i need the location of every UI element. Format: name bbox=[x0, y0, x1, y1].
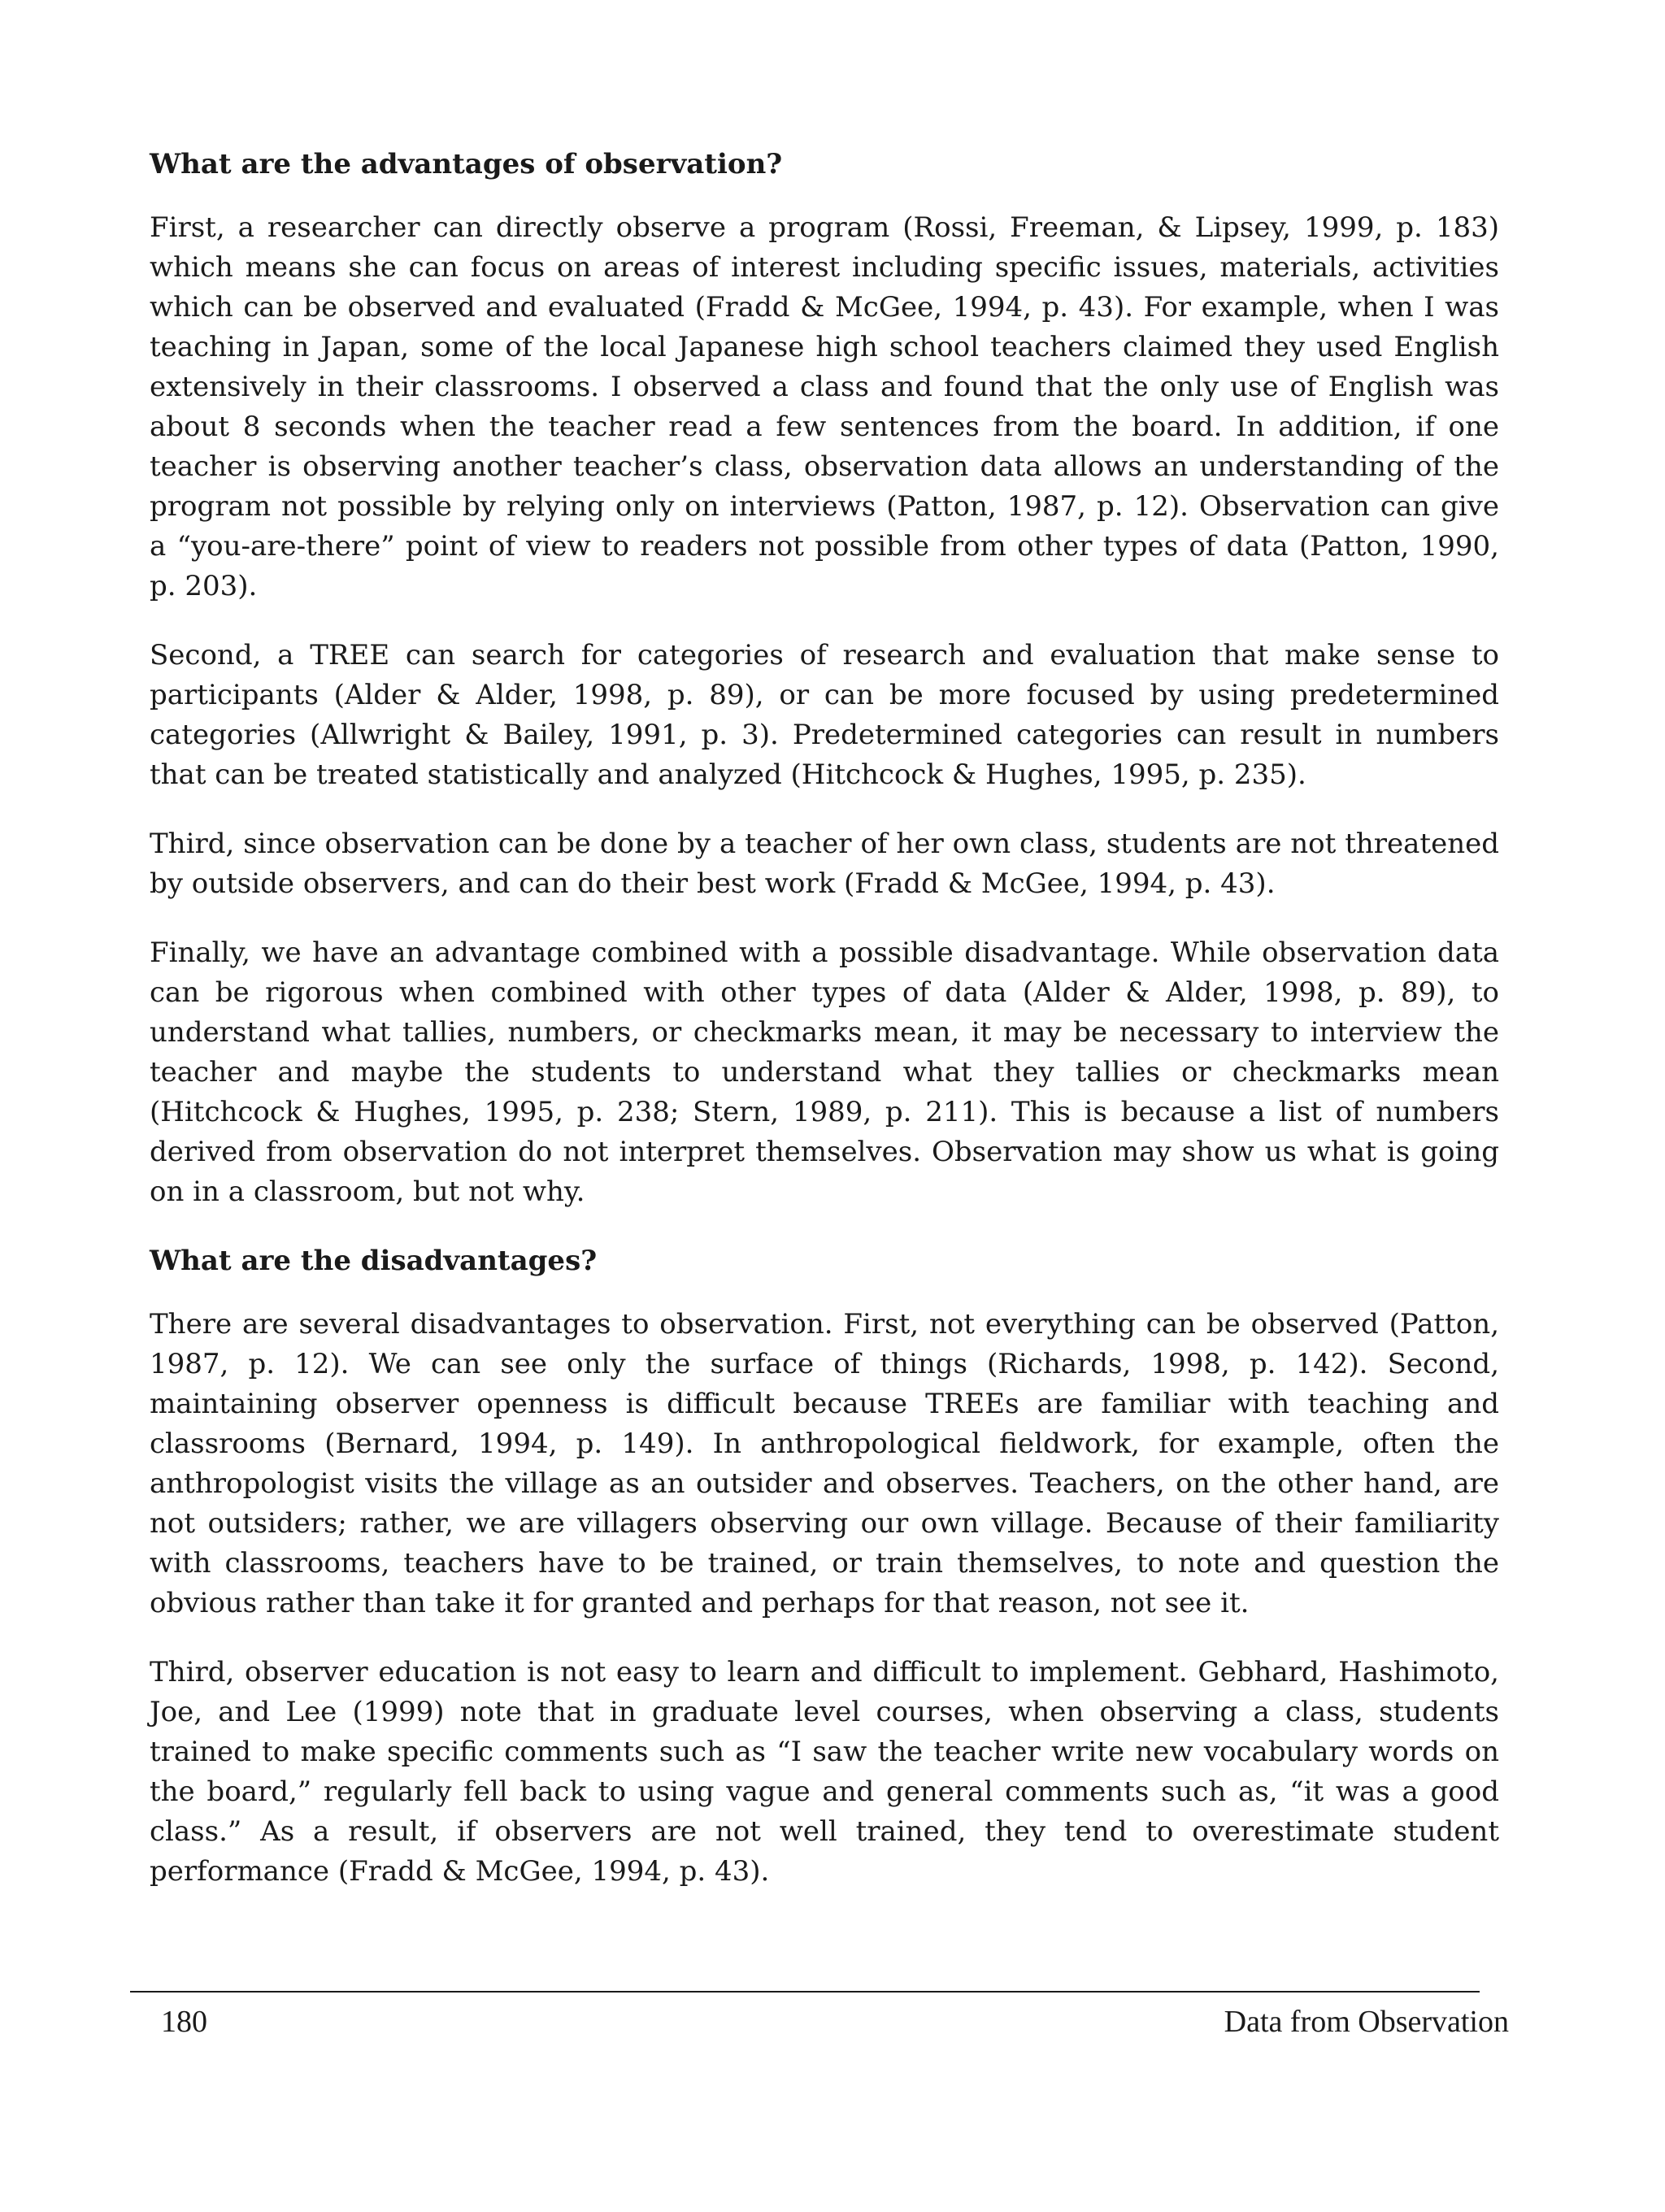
paragraph-advantages-4: Finally, we have an advantage combined with a possible disadvantage. While observation data can be rigorous when combined with other types of data (Alder & Alder, 1998, p. 89), to understand what tallies, numbers, or checkmarks mean, it may be necessary to interview the teacher and maybe the students to understand what they tallies or checkmarks mean (Hitchcock & Hughes, 1995, p. 238; Stern, 1989, p. 211). This is because a list of numbers derived from observation do not interpret themselves. Observation may show us what is going on in a classroom, but not why. bbox=[150, 937, 1499, 1208]
paragraph-disadvantages-2: Third, observer education is not easy to learn and difficult to implement. Gebhard, Hashimoto, Joe, and Lee (1999) note that in graduate level courses, when observing a class, students trained to make specific comments such as “I saw the teacher write new vocabulary words on the board,” regularly fell back to using vague and general comments such as, “it was a good class.” As a result, if observers are not well trained, they tend to overestimate student performance (Fradd & McGee, 1994, p. 43). bbox=[150, 1656, 1499, 1888]
paragraph-advantages-1: First, a researcher can directly observe a program (Rossi, Freeman, & Lipsey, 1999, p. 183) which means she can focus on areas of interest including specific issues, materials, activities which can be observed and evaluated (Fradd & McGee, 1994, p. 43). For example, when I was teaching in Japan, some of the local Japanese high school teachers claimed they used English extensively in their classrooms. I observed a class and found that the only use of English was about 8 seconds when the teacher read a few sentences from the board. In addition, if one teacher is observing another teacher’s class, observation data allows an understanding of the program not possible by relying only on interviews (Patton, 1987, p. 12). Observation can give a “you-are-there” point of view to readers not possible from other types of data (Patton, 1990, p. 203). bbox=[150, 211, 1499, 602]
page-body bbox=[150, 145, 1499, 1921]
paragraph-advantages-2: Second, a TREE can search for categories of research and evaluation that make sense to participants (Alder & Alder, 1998, p. 89), or can be more focused by using predetermined categories (Allwright & Bailey, 1991, p. 3). Predetermined categories can result in numbers that can be treated statistically and analyzed (Hitchcock & Hughes, 1995, p. 235). bbox=[150, 639, 1499, 791]
page-number: 180 bbox=[161, 2005, 207, 2039]
paragraph-disadvantages-1: There are several disadvantages to observation. First, not everything can be observed (Patton, 1987, p. 12). We can see only the surface of things (Richards, 1998, p. 142). Second, maintaining observer openness is difficult because TREEs are familiar with teaching and classrooms (Bernard, 1994, p. 149). In anthropological fieldwork, for example, often the anthropologist visits the village as an outsider and observes. Teachers, on the other hand, are not outsiders; rather, we are villagers observing our own village. Because of their familiarity with classrooms, teachers have to be trained, or train themselves, to note and question the obvious rather than take it for granted and perhaps for that reason, not see it. bbox=[150, 1308, 1499, 1619]
running-title: Data from Observation bbox=[1224, 2005, 1509, 2039]
section-heading-disadvantages: What are the disadvantages? bbox=[150, 1245, 598, 1277]
footer-divider bbox=[130, 1991, 1480, 1993]
section-heading-advantages: What are the advantages of observation? bbox=[150, 148, 783, 180]
paragraph-advantages-3: Third, since observation can be done by a teacher of her own class, students are not threatened by outside observers, and can do their best work (Fradd & McGee, 1994, p. 43). bbox=[150, 828, 1499, 900]
